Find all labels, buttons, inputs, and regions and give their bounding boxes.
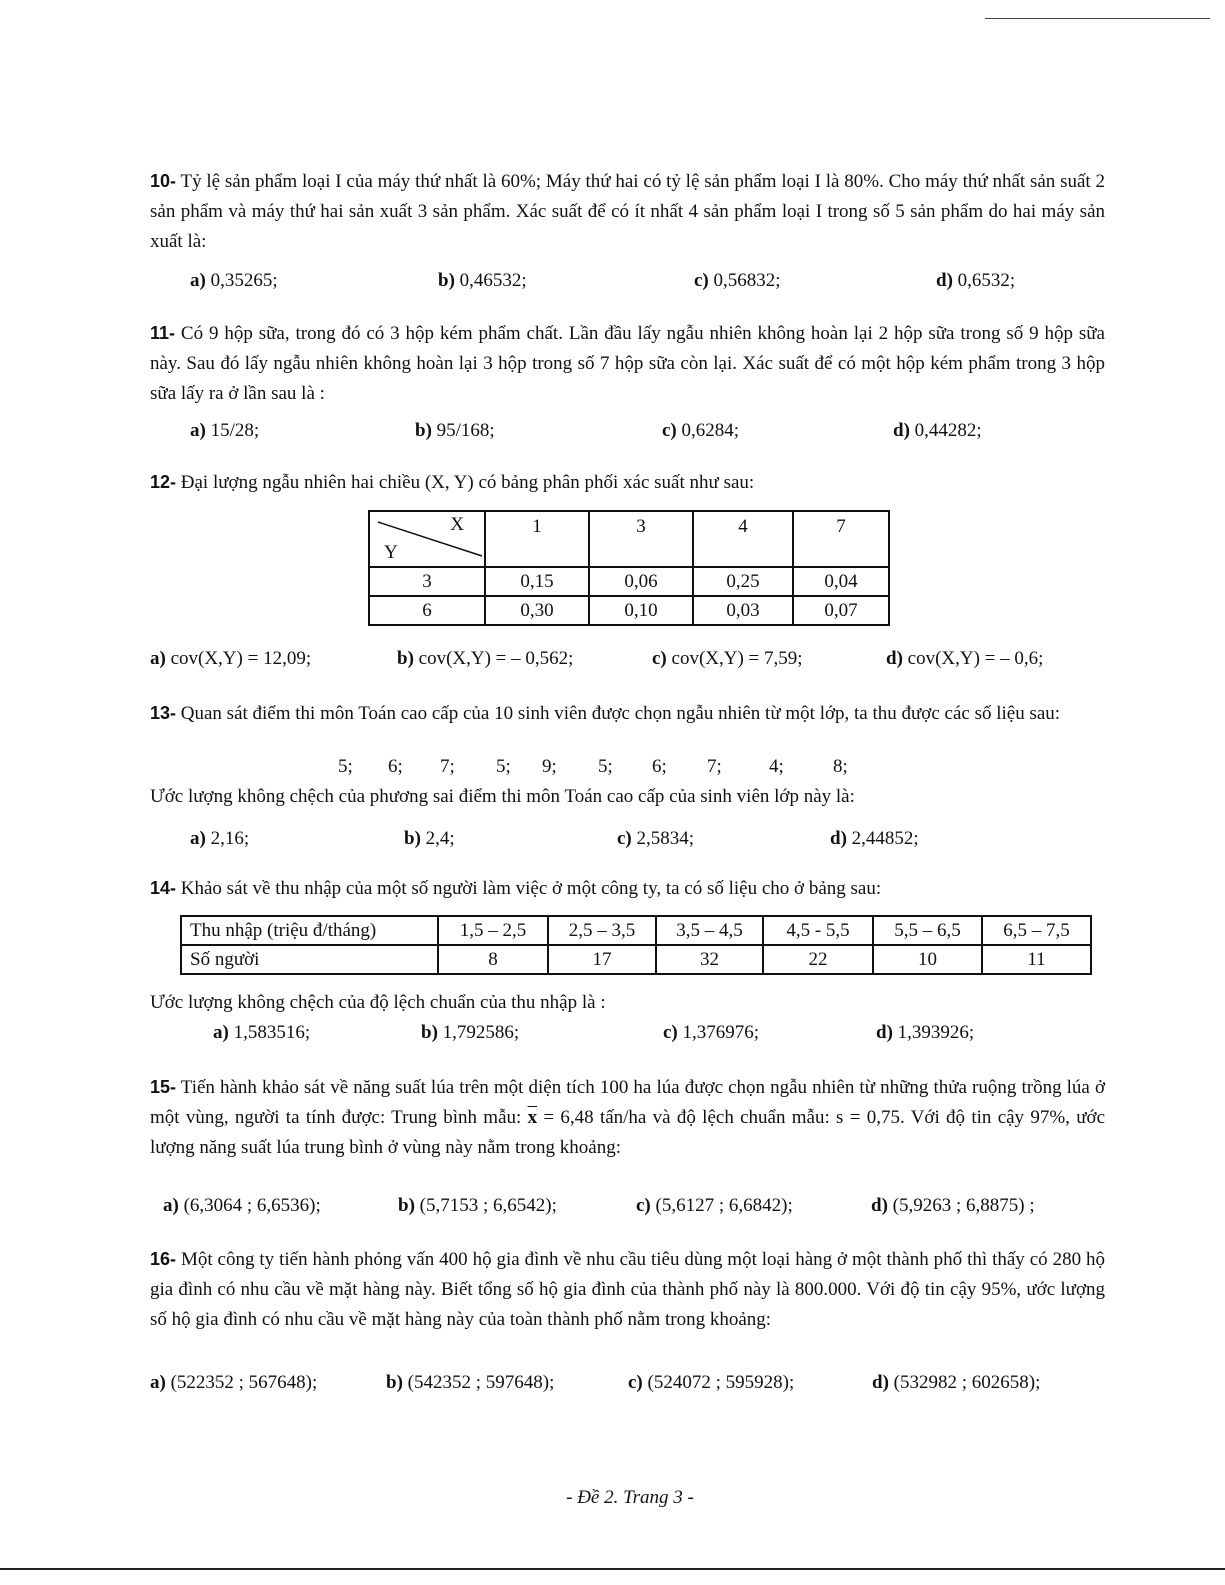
option-b[interactable]: b) (542352 ; 597648); — [386, 1372, 555, 1393]
range-cell: 4,5 - 5,5 — [763, 916, 873, 945]
prob-cell: 0,10 — [589, 596, 693, 625]
header-label: Thu nhập (triệu đ/tháng) — [181, 916, 438, 945]
option-d[interactable]: d) cov(X,Y) = – 0,6; — [886, 648, 1044, 669]
question-number: 15- — [150, 1077, 177, 1097]
question-text: Tỷ lệ sản phẩm loại I của máy thứ nhất là 60%; Máy thứ hai có tỷ lệ sản phẩm loại I là 80%. Cho máy thứ nhất sản suất 2 sản phẩm và máy thứ hai sản xuất 3 sản phẩm. Xác suất để có ít nhất 4 sản phẩm loại I trong số 5 sản phẩm do hai máy sản xuất là: — [150, 171, 1105, 252]
question-text-continued: = 6,48 tấn/ha và độ lệch chuẩn mẫu: s = 0,75. Với độ tin cậy 97%, ước lượng năng suất lúa trung bình ở vùng này nằm trong khoảng: — [150, 1107, 1105, 1158]
count-cell: 10 — [873, 945, 982, 974]
prob-cell: 0,25 — [693, 567, 793, 596]
score-data — [338, 756, 863, 778]
option-c[interactable]: c) 0,56832; — [694, 270, 781, 291]
range-cell: 3,5 – 4,5 — [656, 916, 763, 945]
question-14-prompt: Ước lượng không chệch của độ lệch chuẩn của thu nhập là : — [150, 992, 606, 1013]
sample-mean-symbol: $\overline{x}$ — [527, 1107, 538, 1128]
question-number: 14- — [150, 878, 177, 898]
question-number: 16- — [150, 1249, 177, 1269]
prob-cell: 0,04 — [793, 567, 889, 596]
option-c[interactable]: c) (524072 ; 595928); — [628, 1372, 795, 1393]
data-value: 6; — [388, 756, 403, 777]
option-d[interactable]: d) 1,393926; — [876, 1022, 975, 1043]
data-value: 8; — [833, 756, 848, 777]
option-c[interactable]: c) 1,376976; — [663, 1022, 760, 1043]
option-b[interactable]: b) 2,4; — [404, 828, 455, 849]
corner-y-label: Y — [384, 542, 398, 563]
range-cell: 1,5 – 2,5 — [438, 916, 548, 945]
data-value: 9; — [542, 756, 557, 777]
question-10 — [150, 166, 1105, 257]
data-value: 7; — [440, 756, 455, 777]
option-b[interactable]: b) 0,46532; — [438, 270, 527, 291]
option-c[interactable]: c) 2,5834; — [617, 828, 695, 849]
data-value: 7; — [707, 756, 722, 777]
x-value: 4 — [693, 511, 793, 567]
prob-cell: 0,03 — [693, 596, 793, 625]
data-value: 5; — [338, 756, 353, 777]
question-text: Tiến hành khảo sát về năng suất lúa trên một diện tích 100 ha lúa được chọn ngẫu nhiên từ những thửa ruộng trồng lúa ở một vùng, người ta tính được: Trung bình mẫu: — [150, 1077, 1105, 1128]
option-c[interactable]: c) (5,6127 ; 6,6842); — [636, 1195, 793, 1216]
question-number: 10- — [150, 171, 177, 191]
scan-bottom-line — [0, 1568, 1225, 1570]
count-cell: 17 — [548, 945, 656, 974]
range-cell: 2,5 – 3,5 — [548, 916, 656, 945]
table-row — [369, 567, 889, 596]
data-value: 5; — [598, 756, 613, 777]
data-value: 4; — [769, 756, 784, 777]
option-c[interactable]: c) 0,6284; — [662, 420, 740, 441]
table-row — [181, 945, 1091, 974]
corner-cell — [369, 511, 485, 567]
option-c[interactable]: c) cov(X,Y) = 7,59; — [652, 648, 803, 669]
question-14 — [150, 873, 1105, 904]
option-b[interactable]: b) (5,7153 ; 6,6542); — [398, 1195, 557, 1216]
count-cell: 32 — [656, 945, 763, 974]
question-text: Đại lượng ngẫu nhiên hai chiều (X, Y) có bảng phân phối xác suất như sau: — [176, 472, 755, 493]
range-cell: 6,5 – 7,5 — [982, 916, 1091, 945]
question-16 — [150, 1244, 1105, 1335]
option-d[interactable]: d) (5,9263 ; 6,8875) ; — [871, 1195, 1035, 1216]
prob-cell: 0,06 — [589, 567, 693, 596]
option-d[interactable]: d) 0,6532; — [936, 270, 1016, 291]
option-a[interactable]: a) 15/28; — [190, 420, 260, 441]
scan-top-line — [985, 18, 1210, 19]
question-13 — [150, 698, 1105, 729]
prob-cell: 0,30 — [485, 596, 589, 625]
option-a[interactable]: a) (522352 ; 567648); — [150, 1372, 318, 1393]
question-text: Một công ty tiến hành phỏng vấn 400 hộ gia đình về nhu cầu tiêu dùng một loại hàng ở một thành phố thì thấy có 280 hộ gia đình có nhu cầu về mặt hàng này. Biết tổng số hộ gia đình của thành phố này là 800.000. Với độ tin cậy 95%, ước lượng số hộ gia đình có nhu cầu về mặt hàng này của toàn thành phố nằm trong khoảng: — [150, 1249, 1105, 1330]
table-row — [369, 596, 889, 625]
option-b[interactable]: b) 1,792586; — [421, 1022, 520, 1043]
option-a[interactable]: a) 0,35265; — [190, 270, 278, 291]
y-value: 3 — [369, 567, 485, 596]
question-text: Quan sát điểm thi môn Toán cao cấp của 10 sinh viên được chọn ngẫu nhiên từ một lớp, ta thu được các số liệu sau: — [176, 703, 1061, 724]
page-footer: - Đề 2. Trang 3 - — [566, 1487, 694, 1508]
question-text: Khảo sát về thu nhập của một số người làm việc ở một công ty, ta có số liệu cho ở bảng sau: — [176, 878, 882, 899]
question-15 — [150, 1072, 1105, 1163]
prob-cell: 0,15 — [485, 567, 589, 596]
count-cell: 8 — [438, 945, 548, 974]
option-d[interactable]: d) (532982 ; 602658); — [872, 1372, 1041, 1393]
count-cell: 22 — [763, 945, 873, 974]
data-value: 6; — [652, 756, 667, 777]
option-b[interactable]: b) 95/168; — [415, 420, 495, 441]
question-number: 12- — [150, 472, 177, 492]
prob-cell: 0,07 — [793, 596, 889, 625]
range-cell: 5,5 – 6,5 — [873, 916, 982, 945]
joint-distribution-table — [368, 510, 890, 626]
question-12 — [150, 467, 1105, 498]
question-number: 13- — [150, 703, 177, 723]
option-a[interactable]: a) cov(X,Y) = 12,09; — [150, 648, 312, 669]
y-value: 6 — [369, 596, 485, 625]
count-cell: 11 — [982, 945, 1091, 974]
question-text: Có 9 hộp sữa, trong đó có 3 hộp kém phẩm chất. Lần đầu lấy ngẫu nhiên không hoàn lại 2 hộp sữa trong số 9 hộp sữa này. Sau đó lấy ngẫu nhiên không hoàn lại 3 hộp trong số 7 hộp sữa còn lại. Xác suất để có một hộp kém phẩm trong 3 hộp sữa lấy ra ở lần sau là : — [150, 323, 1105, 404]
option-a[interactable]: a) 1,583516; — [213, 1022, 311, 1043]
data-value: 5; — [496, 756, 511, 777]
table-row — [181, 916, 1091, 945]
income-table — [180, 915, 1092, 975]
option-b[interactable]: b) cov(X,Y) = – 0,562; — [397, 648, 574, 669]
count-label: Số người — [181, 945, 438, 974]
option-d[interactable]: d) 2,44852; — [830, 828, 919, 849]
x-value: 1 — [485, 511, 589, 567]
x-value: 3 — [589, 511, 693, 567]
option-a[interactable]: a) (6,3064 ; 6,6536); — [163, 1195, 321, 1216]
question-number: 11- — [150, 323, 176, 343]
corner-x-label: X — [450, 514, 464, 535]
question-11 — [150, 318, 1105, 409]
option-d[interactable]: d) 0,44282; — [893, 420, 982, 441]
x-value: 7 — [793, 511, 889, 567]
option-a[interactable]: a) 2,16; — [190, 828, 250, 849]
question-13-prompt: Ước lượng không chệch của phương sai điểm thi môn Toán cao cấp của sinh viên lớp này là: — [150, 786, 855, 807]
